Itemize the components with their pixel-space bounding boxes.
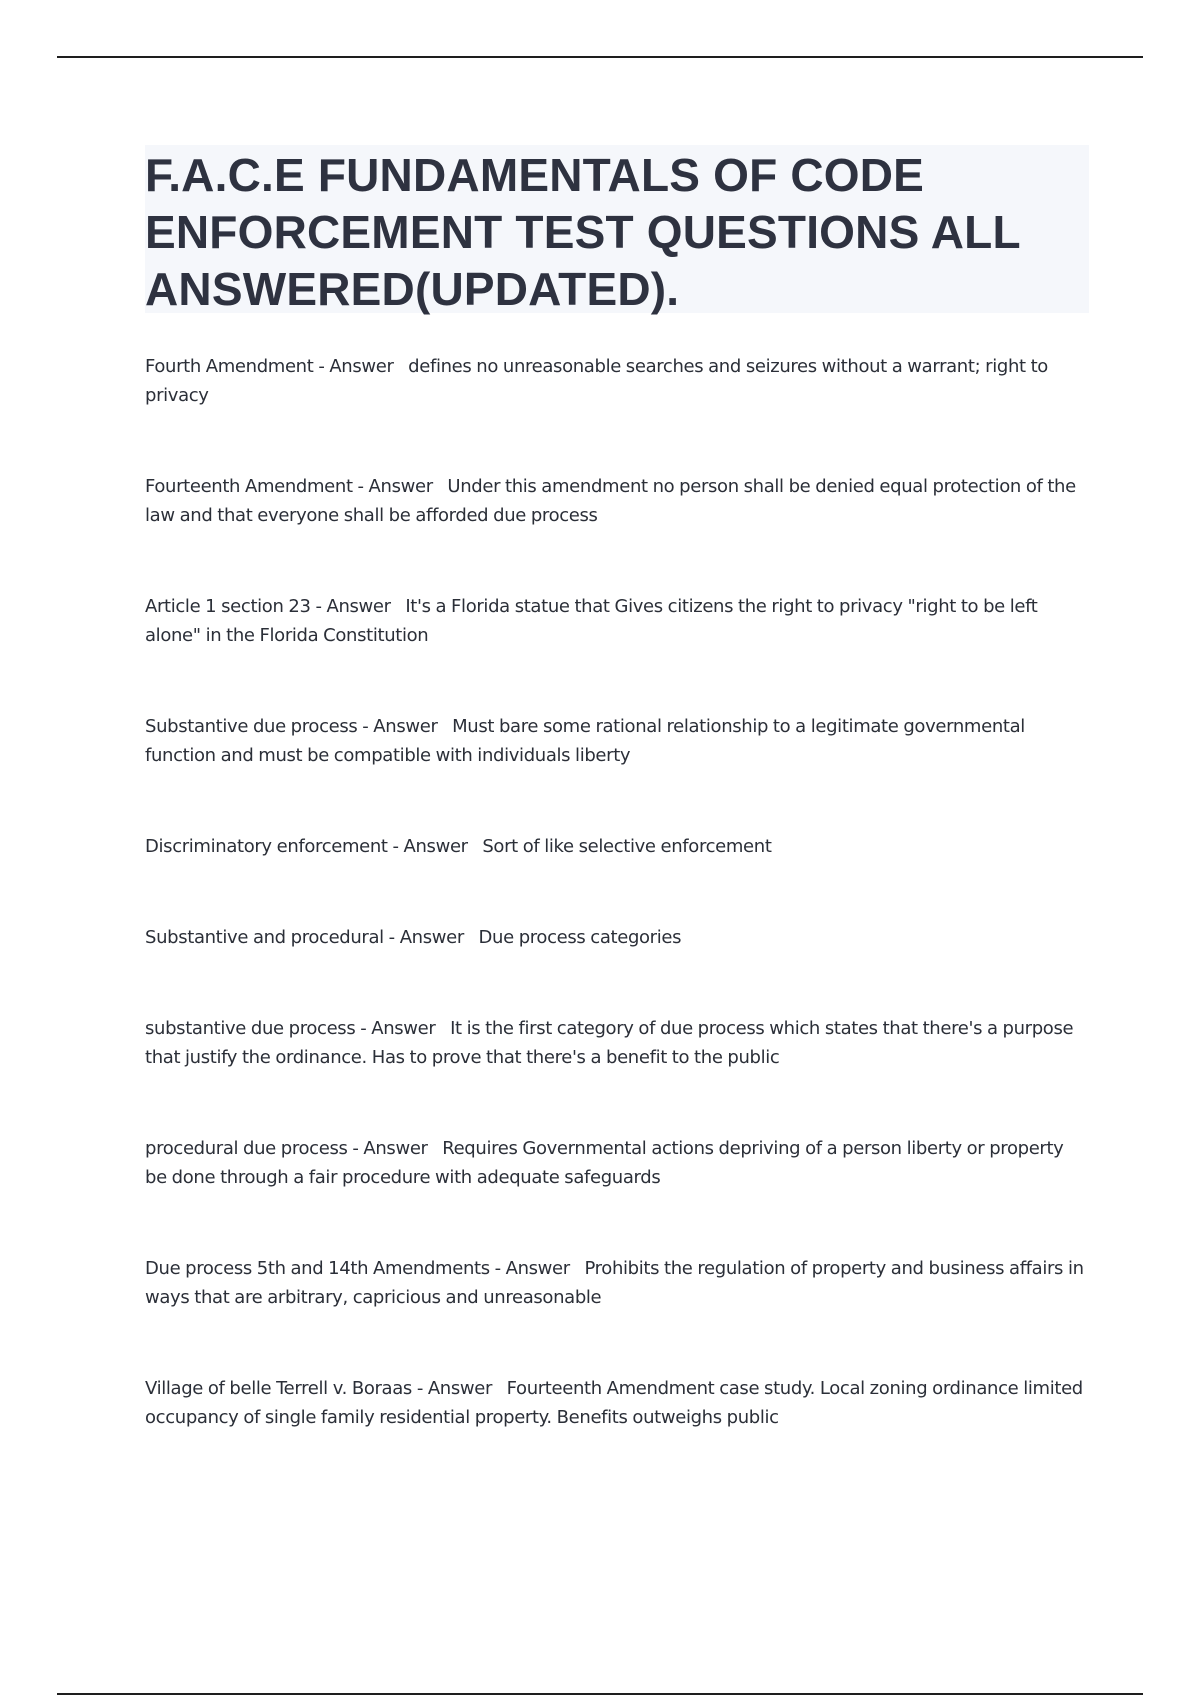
qa-separator: - Answer bbox=[313, 356, 394, 377]
qa-term: Village of belle Terrell v. Boraas bbox=[145, 1378, 412, 1399]
qa-item bbox=[145, 592, 1090, 650]
qa-separator: - Answer bbox=[347, 1138, 428, 1159]
qa-separator: - Answer bbox=[352, 476, 433, 497]
document-title: F.A.C.E FUNDAMENTALS OF CODE ENFORCEMENT TEST QUESTIONS ALL ANSWERED(UPDATED). bbox=[145, 149, 1020, 315]
qa-item bbox=[145, 1254, 1090, 1312]
qa-separator: - Answer bbox=[411, 1378, 493, 1399]
qa-term: Fourth Amendment bbox=[145, 356, 314, 377]
qa-answer: Must bare some rational relationship to a legitimate governmental function and must be compatible with individuals liberty bbox=[145, 716, 1025, 766]
qa-item bbox=[145, 352, 1090, 410]
qa-answer: Sort of like selective enforcement bbox=[482, 836, 772, 857]
qa-item bbox=[145, 472, 1090, 530]
qa-separator: - Answer bbox=[355, 1018, 436, 1039]
qa-term: substantive due process bbox=[145, 1018, 356, 1039]
qa-separator: - Answer bbox=[357, 716, 438, 737]
qa-separator: - Answer bbox=[489, 1258, 570, 1279]
qa-term: Discriminatory enforcement bbox=[145, 836, 388, 857]
qa-term: Substantive due process bbox=[145, 716, 358, 737]
qa-answer: Under this amendment no person shall be denied equal protection of the law and that everyone shall be afforded due process bbox=[145, 476, 1076, 526]
top-rule bbox=[57, 56, 1143, 58]
qa-item bbox=[145, 832, 1090, 861]
qa-answer: It is the first category of due process which states that there's a purpose that justify the ordinance. Has to prove that there's a benefit to the public bbox=[145, 1018, 1074, 1068]
qa-separator: - Answer bbox=[310, 596, 391, 617]
qa-item bbox=[145, 1014, 1090, 1072]
qa-term: Article 1 section 23 bbox=[145, 596, 311, 617]
qa-term: procedural due process bbox=[145, 1138, 348, 1159]
qa-answer: Requires Governmental actions depriving of a person liberty or property be done through a fair procedure with adequate safeguards bbox=[145, 1138, 1064, 1188]
qa-term: Substantive and procedural bbox=[145, 927, 384, 948]
qa-answer: Prohibits the regulation of property and business affairs in ways that are arbitrary, capricious and unreasonable bbox=[145, 1258, 1084, 1308]
qa-answer: It's a Florida statue that Gives citizens the right to privacy "right to be left alone" in the Florida Constitution bbox=[145, 596, 1038, 646]
qa-term: Fourteenth Amendment bbox=[145, 476, 353, 497]
qa-separator: - Answer bbox=[383, 927, 464, 948]
qa-item bbox=[145, 1374, 1090, 1432]
qa-separator: - Answer bbox=[387, 836, 468, 857]
qa-list bbox=[145, 352, 1090, 1494]
qa-answer: Fourteenth Amendment case study. Local zoning ordinance limited occupancy of single family residential property. Benefits outweighs public bbox=[145, 1378, 1083, 1428]
title-banner bbox=[145, 145, 1089, 313]
qa-item bbox=[145, 1134, 1090, 1192]
qa-answer: defines no unreasonable searches and seizures without a warrant; right to privacy bbox=[145, 356, 1048, 406]
bottom-rule bbox=[57, 1693, 1143, 1695]
qa-term: Due process 5th and 14th Amendments bbox=[145, 1258, 490, 1279]
qa-item bbox=[145, 712, 1090, 770]
qa-item bbox=[145, 923, 1090, 952]
qa-answer: Due process categories bbox=[478, 927, 682, 948]
